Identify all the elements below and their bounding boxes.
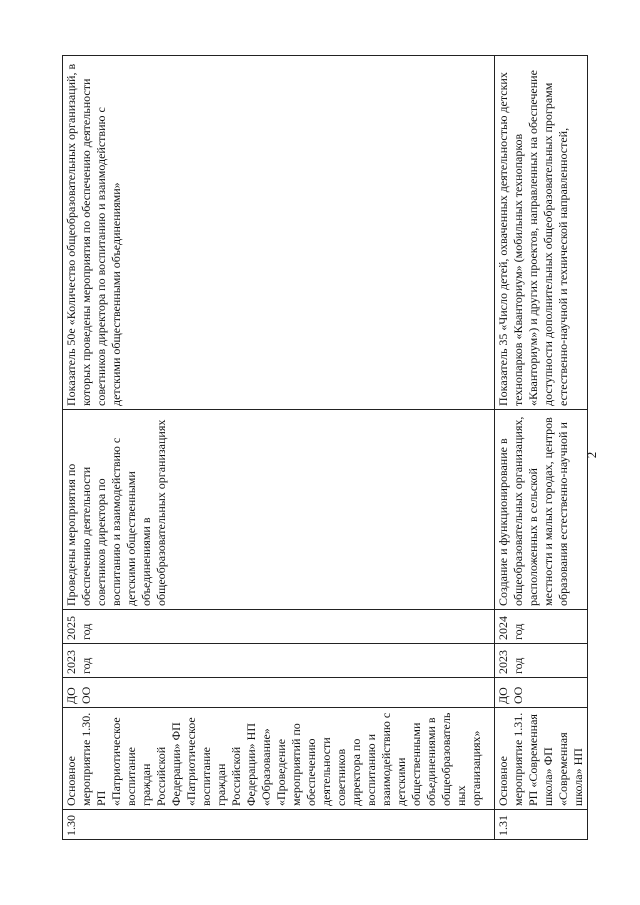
table-row xyxy=(63,56,495,840)
expected-result: Создание и функционирование в общеобразовательных организациях, расположенных в сельской местности и малых городах, центров образования естественно-научной и xyxy=(495,410,588,610)
indicator: Показатель 35 «Число детей, охваченных деятельностью детских технопарков «Кванториум» (мобильных технопарков «Кванториум») и других проектов, направленных на обеспечение доступности дополнительных общеобразовательных программ естественно-научной и технической направленностей, xyxy=(495,56,588,410)
event-name: Основное мероприятие 1.31. РП «Современная школа» ФП «Современная школа» НП xyxy=(495,708,588,810)
page-number: 2 xyxy=(584,451,599,459)
start-year: 2023 год xyxy=(63,644,495,678)
table-row xyxy=(495,56,588,840)
row-number: 1.31 xyxy=(495,810,588,840)
end-year: 2025 год xyxy=(63,610,495,644)
row-number: 1.30 xyxy=(63,810,495,840)
indicator: Показатель 50е «Количество общеобразовательных организаций, в которых проведены мероприятия по обеспечению деятельности советников директора по воспитанию и взаимодействию с детскими общественными объединениями» xyxy=(63,56,495,410)
program-table xyxy=(62,55,588,840)
executor: ДО ОО xyxy=(495,678,588,708)
expected-result: Проведены мероприятия по обеспечению деятельности советников директора по воспитанию и взаимодействию с детскими общественными объединениями в общеобразовательных организациях xyxy=(63,410,495,610)
event-name: Основное мероприятие 1.30. РП «Патриотическое воспитание граждан Российской Федерации» ФП «Патриотическое воспитание граждан Российской Федерации» НП «Образование» «Проведение мероприятий по обеспечению деятельности советников директора по воспитанию и взаимодействию с детскими общественными объединениями в общеобразовательных организациях» xyxy=(63,708,495,810)
start-year: 2023 год xyxy=(495,644,588,678)
end-year: 2024 год xyxy=(495,610,588,644)
executor: ДО ОО xyxy=(63,678,495,708)
